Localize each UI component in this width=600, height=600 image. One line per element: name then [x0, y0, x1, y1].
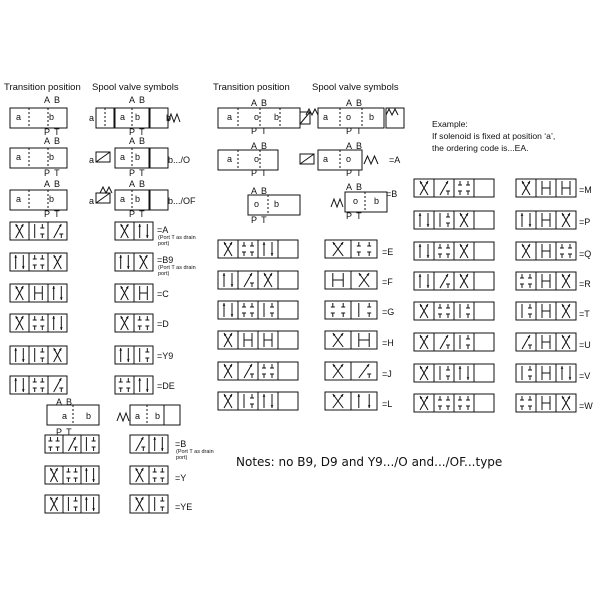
port-t-drain-note: (Port T as drain port) — [176, 449, 214, 461]
flow-arrow-head — [22, 389, 25, 392]
port-label-ab: A B — [346, 98, 364, 108]
port-label-pt: P T — [44, 127, 61, 137]
flow-arrow-head — [427, 255, 430, 258]
valve-position-box — [351, 392, 377, 410]
valve-position-box — [474, 179, 494, 197]
flow-arrow-head — [138, 378, 141, 381]
valve-position-box — [149, 435, 168, 453]
spring-icon — [331, 199, 343, 207]
position-label-b: b — [155, 411, 161, 421]
valve-position-box — [454, 302, 474, 320]
flow-arrow-head — [223, 273, 226, 276]
valve-position-box — [351, 301, 377, 319]
valve-position-box — [134, 222, 153, 240]
flow-arrow-head — [231, 284, 234, 287]
valve-position-box — [434, 302, 454, 320]
valve-position-box — [134, 346, 153, 364]
solenoid-label-a: a — [89, 196, 95, 206]
port-label-pt: P T — [44, 168, 61, 178]
code-label-c: =C — [157, 289, 169, 299]
position-label-o: o — [346, 154, 352, 164]
code-label-g: =G — [382, 307, 395, 317]
spring-icon — [117, 413, 129, 421]
flow-arrow-head — [263, 242, 266, 245]
flow-arrow-head — [146, 389, 149, 392]
position-label-b: b — [274, 112, 280, 122]
valve-position-box — [10, 346, 29, 364]
code-label-l: =L — [382, 399, 393, 409]
position-label-b: b — [135, 194, 141, 204]
valve-position-box — [238, 392, 258, 410]
position-label-b: b — [274, 199, 280, 209]
code-label-r: =R — [579, 279, 591, 289]
example-line-2: If solenoid is fixed at position ‘a’, — [432, 131, 556, 141]
position-label-a: a — [323, 154, 329, 164]
valve-position-box — [454, 364, 474, 382]
port-label-pt: P T — [129, 209, 146, 219]
valve-position-box — [134, 314, 153, 332]
valve-position-box — [386, 108, 404, 128]
solenoid-label-a: a — [89, 113, 95, 123]
position-label-a: a — [227, 154, 233, 164]
flow-arrow-head — [60, 327, 63, 330]
valve-position-box — [115, 346, 134, 364]
position-label-b: b — [86, 411, 92, 421]
port-label-ab: A B — [251, 186, 269, 196]
solenoid-icon — [300, 154, 314, 164]
position-label-o: o — [346, 112, 352, 122]
code-label-d: =D — [157, 319, 169, 329]
position-label-a: a — [16, 194, 22, 204]
spring-icon — [168, 114, 180, 122]
valve-position-box — [556, 242, 576, 260]
valve-position-box — [474, 302, 494, 320]
code-label-q: =Q — [579, 249, 592, 259]
valve-transition-box — [345, 192, 387, 212]
valve-transition-box — [10, 148, 67, 168]
code-label-f: =F — [382, 277, 393, 287]
valve-position-box — [164, 405, 180, 425]
valve-position-box — [115, 253, 134, 271]
valve-position-box — [115, 376, 134, 394]
port-label-ab: A B — [44, 179, 62, 189]
flow-arrow-head — [85, 497, 88, 500]
label-b-o: b.../O — [168, 155, 191, 165]
flow-arrow-head — [161, 448, 164, 451]
flow-arrow-head — [521, 213, 524, 216]
position-label-o: o — [353, 196, 359, 206]
port-label-pt: P T — [129, 127, 146, 137]
position-label-b: b — [135, 152, 141, 162]
valve-position-box — [414, 242, 434, 260]
valve-position-box — [516, 394, 536, 412]
code-label-a: =A — [389, 155, 401, 165]
valve-position-box — [258, 362, 278, 380]
code-label-b: =B — [386, 189, 398, 199]
valve-position-box — [149, 495, 168, 513]
flow-arrow-head — [419, 213, 422, 216]
position-label-b: b — [135, 112, 141, 122]
valve-position-box — [81, 466, 99, 484]
code-label-y9: =Y9 — [157, 351, 174, 361]
code-label-v: =V — [579, 371, 591, 381]
code-label-a: =A — [157, 225, 169, 235]
valve-position-box — [434, 394, 454, 412]
valve-position-box — [10, 253, 29, 271]
valve-position-box — [258, 240, 278, 258]
valve-position-box — [474, 333, 494, 351]
code-label-w: =W — [579, 401, 593, 411]
flow-arrow-head — [271, 405, 274, 408]
valve-position-box — [474, 394, 494, 412]
flow-arrow-head — [85, 468, 88, 471]
flow-arrow-head — [52, 316, 55, 319]
solenoid-label-b: b — [166, 113, 172, 123]
port-label-ab: A B — [44, 95, 62, 105]
valve-position-box — [278, 271, 298, 289]
valve-position-box — [63, 466, 81, 484]
code-label-t: =T — [579, 309, 590, 319]
valve-position-box — [516, 272, 536, 290]
solenoid-icon — [96, 193, 110, 203]
position-label-o: o — [254, 199, 260, 209]
valve-position-box — [278, 240, 298, 258]
port-label-pt: P T — [129, 168, 146, 178]
flow-arrow-head — [14, 348, 17, 351]
port-t-drain-note: (Port T as drain port) — [158, 265, 196, 277]
position-label-b: b — [49, 194, 55, 204]
port-label-ab: A B — [129, 136, 147, 146]
valve-position-box — [434, 364, 454, 382]
flow-arrow-head — [271, 253, 274, 256]
port-label-pt: P T — [251, 215, 268, 225]
code-label-b: =B — [175, 439, 187, 449]
valve-position-box — [474, 242, 494, 260]
valve-position-box — [278, 362, 298, 380]
valve-transition-box — [218, 108, 300, 128]
valve-position-box — [434, 211, 454, 229]
header-spool-right: Spool valve symbols — [312, 82, 399, 93]
code-label-m: =M — [579, 185, 592, 195]
port-label-ab: A B — [346, 141, 364, 151]
valve-position-box — [48, 284, 67, 302]
valve-position-box — [414, 211, 434, 229]
flow-arrow-head — [529, 224, 532, 227]
valve-position-box — [278, 331, 298, 349]
valve-position-box — [63, 495, 81, 513]
header-transition-right: Transition position — [213, 82, 290, 93]
valve-position-box — [150, 148, 168, 168]
flow-arrow-head — [138, 224, 141, 227]
valve-transition-box — [318, 108, 384, 128]
flow-arrow-head — [60, 297, 63, 300]
position-label-a: a — [323, 112, 329, 122]
valve-transition-box — [10, 190, 67, 210]
position-label-a: a — [16, 112, 22, 122]
valve-transition-box — [248, 195, 300, 215]
valve-position-box — [10, 376, 29, 394]
position-label-b: b — [49, 112, 55, 122]
code-label-h: =H — [382, 338, 394, 348]
valve-position-box — [45, 435, 63, 453]
port-label-pt: P T — [44, 209, 61, 219]
valve-position-box — [29, 346, 48, 364]
flow-arrow-head — [231, 314, 234, 317]
valve-position-box — [278, 392, 298, 410]
flow-arrow-head — [92, 508, 95, 511]
position-label-b: b — [374, 196, 380, 206]
position-label-b: b — [49, 152, 55, 162]
port-label-ab: A B — [251, 98, 269, 108]
valve-position-box — [516, 364, 536, 382]
valve-position-box — [454, 394, 474, 412]
flow-arrow-head — [127, 266, 130, 269]
flow-arrow-head — [119, 348, 122, 351]
flow-arrow-head — [52, 286, 55, 289]
header-transition-left: Transition position — [4, 82, 81, 93]
solenoid-icon — [300, 112, 310, 124]
code-label-j: =J — [382, 369, 392, 379]
port-label-pt: P T — [346, 126, 363, 136]
flow-arrow-head — [14, 255, 17, 258]
position-label-a: a — [120, 194, 126, 204]
valve-position-box — [81, 495, 99, 513]
example-title: Example: — [432, 119, 468, 129]
position-label-b: b — [369, 112, 375, 122]
valve-position-box — [238, 240, 258, 258]
valve-position-box — [150, 190, 168, 210]
port-label-ab: A B — [129, 95, 147, 105]
valve-position-box — [278, 301, 298, 319]
code-label-e: =E — [382, 247, 394, 257]
flow-arrow-head — [427, 224, 430, 227]
port-t-drain-note: (Port T as drain port) — [158, 235, 196, 247]
flow-arrow-head — [427, 285, 430, 288]
port-label-pt: P T — [346, 211, 363, 221]
position-label-o: o — [254, 112, 260, 122]
code-label-u: =U — [579, 340, 591, 350]
code-label-b9: =B9 — [157, 255, 174, 265]
flow-arrow-head — [22, 266, 25, 269]
valve-position-box — [29, 253, 48, 271]
port-label-ab: A B — [56, 397, 74, 407]
valve-transition-box — [218, 150, 278, 170]
flow-arrow-head — [92, 479, 95, 482]
port-label-ab: A B — [251, 141, 269, 151]
flow-arrow-head — [357, 394, 360, 397]
flow-arrow-head — [153, 437, 156, 440]
valve-position-box — [150, 108, 168, 128]
valve-position-box — [434, 242, 454, 260]
valve-position-box — [149, 466, 168, 484]
valve-position-box — [556, 364, 576, 382]
position-label-a: a — [135, 411, 141, 421]
valve-position-box — [474, 364, 494, 382]
flow-arrow-head — [263, 394, 266, 397]
valve-position-box — [258, 392, 278, 410]
valve-position-box — [29, 222, 48, 240]
label-b-of: b.../OF — [168, 196, 196, 206]
port-label-ab: A B — [44, 136, 62, 146]
flow-arrow-head — [14, 378, 17, 381]
valve-position-box — [218, 301, 238, 319]
port-label-pt: P T — [56, 427, 73, 437]
flow-arrow-head — [368, 405, 371, 408]
valve-position-box — [516, 302, 536, 320]
position-label-a: a — [62, 411, 68, 421]
port-label-ab: A B — [346, 182, 364, 192]
valve-position-box — [454, 333, 474, 351]
solenoid-icon — [96, 152, 110, 162]
flow-arrow-head — [467, 377, 470, 380]
flow-arrow-head — [146, 235, 149, 238]
valve-position-box — [29, 314, 48, 332]
example-line-3: the ordering code is...EA. — [432, 143, 529, 153]
flow-arrow-head — [127, 359, 130, 362]
solenoid-label-a: a — [89, 155, 95, 165]
flow-arrow-head — [119, 255, 122, 258]
flow-arrow-head — [419, 244, 422, 247]
port-label-pt: P T — [346, 168, 363, 178]
valve-position-box — [516, 211, 536, 229]
valve-position-box — [48, 314, 67, 332]
position-label-o: o — [254, 154, 260, 164]
spring-icon — [100, 187, 112, 193]
valve-position-box — [81, 435, 99, 453]
position-label-a: a — [120, 152, 126, 162]
port-label-ab: A B — [129, 179, 147, 189]
code-label-de: =DE — [157, 381, 175, 391]
position-label-a: a — [227, 112, 233, 122]
valve-position-box — [454, 179, 474, 197]
flow-arrow-head — [459, 366, 462, 369]
flow-arrow-head — [22, 359, 25, 362]
port-label-pt: P T — [251, 126, 268, 136]
valve-position-box — [325, 301, 351, 319]
flow-arrow-head — [419, 274, 422, 277]
flow-arrow-head — [561, 366, 564, 369]
valve-position-box — [218, 271, 238, 289]
port-label-pt: P T — [251, 168, 268, 178]
code-label-y: =Y — [175, 473, 187, 483]
header-spool-left: Spool valve symbols — [92, 82, 179, 93]
position-label-a: a — [16, 152, 22, 162]
code-label-p: =P — [579, 217, 591, 227]
valve-position-box — [134, 376, 153, 394]
position-label-a: a — [120, 112, 126, 122]
flow-arrow-head — [223, 303, 226, 306]
flow-arrow-head — [569, 377, 572, 380]
spring-icon — [364, 156, 378, 164]
code-label-ye: =YE — [175, 502, 193, 512]
notes-text: Notes: no B9, D9 and Y9.../O and.../OF...type — [236, 455, 503, 469]
valve-transition-box — [10, 108, 67, 128]
valve-position-box — [474, 211, 494, 229]
valve-position-box — [351, 240, 377, 258]
valve-position-box — [414, 272, 434, 290]
valve-position-box — [29, 376, 48, 394]
spring-icon — [386, 109, 398, 115]
valve-position-box — [258, 301, 278, 319]
valve-position-box — [474, 272, 494, 290]
valve-position-box — [238, 301, 258, 319]
